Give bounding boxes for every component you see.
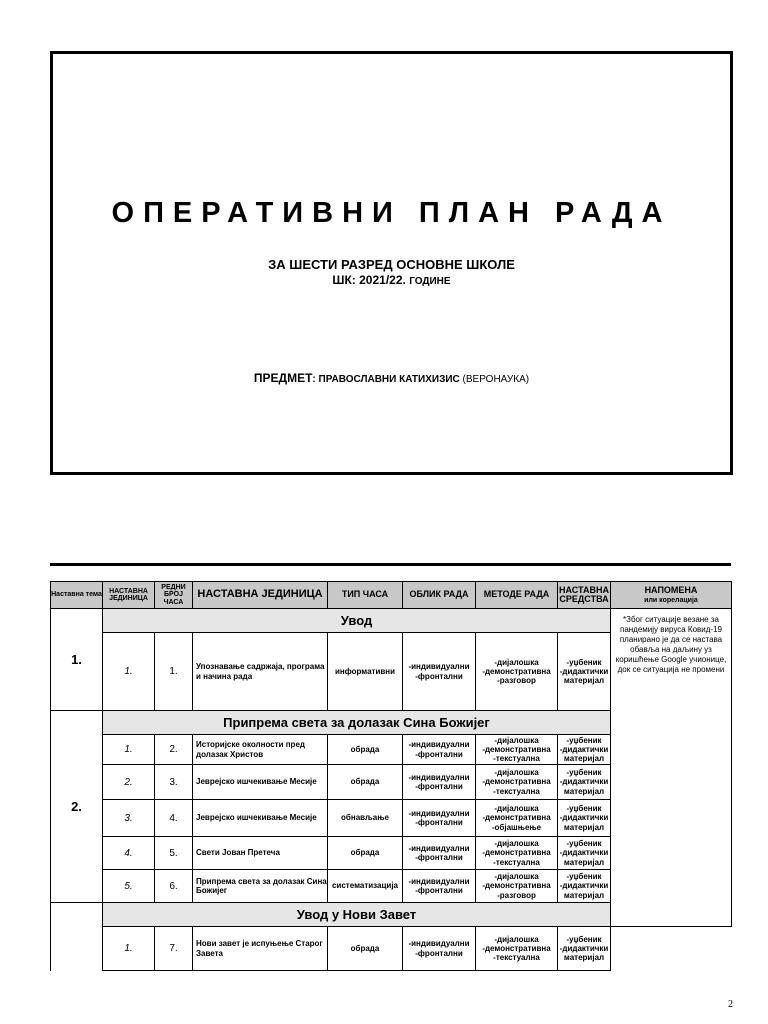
header-topic: Наставна тема xyxy=(51,582,103,609)
work-form: -индивидуални -фронтални xyxy=(403,837,476,870)
header-note-top: НАПОМЕНА xyxy=(644,584,698,595)
header-note xyxy=(611,582,732,609)
table-row xyxy=(51,927,732,971)
unit-title: Нови завет је испуњење Старог Завета xyxy=(193,927,328,971)
header-row xyxy=(51,582,732,609)
teaching-resources: -уџбеник -дидактички материјал xyxy=(558,800,611,837)
unit-number: 5. xyxy=(103,870,155,903)
teaching-resources: -уџбеник -дидактички материјал xyxy=(558,765,611,800)
teaching-methods: -дијалошка -демонстративна -разговор xyxy=(476,633,558,711)
header-unit: НАСТАВНА ЈЕДИНИЦА xyxy=(103,582,155,609)
plan-title: ОПЕРАТИВНИ ПЛАН РАДА xyxy=(111,197,672,229)
header-methods: МЕТОДЕ РАДА xyxy=(476,582,558,609)
header-ordinal: РЕДНИ БРОЈ ЧАСА xyxy=(155,582,193,609)
teaching-resources: -уџбеник -дидактички материјал xyxy=(558,870,611,903)
lesson-ordinal: 7. xyxy=(155,927,193,971)
section-row xyxy=(51,609,732,633)
lesson-ordinal: 1. xyxy=(155,633,193,711)
lesson-ordinal: 3. xyxy=(155,765,193,800)
section-title: Припрема света за долазак Сина Божијег xyxy=(103,711,611,735)
topic-number: 2. xyxy=(51,711,103,903)
teaching-resources: -уџбеник -дидактички материјал xyxy=(558,927,611,971)
teaching-methods: -дијалошка -демонстративна -текстуална xyxy=(476,837,558,870)
lesson-type: обрада xyxy=(328,927,403,971)
lesson-ordinal: 5. xyxy=(155,837,193,870)
unit-number: 2. xyxy=(103,765,155,800)
school-year-suffix: ГОДИНЕ xyxy=(409,276,451,287)
page-number: 2 xyxy=(728,999,733,1010)
work-form: -индивидуални -фронтални xyxy=(403,735,476,765)
teaching-methods: -дијалошка -демонстративна -текстуална xyxy=(476,765,558,800)
header-resources: НАСТАВНА СРЕДСТВА xyxy=(558,582,611,609)
unit-number: 1. xyxy=(103,633,155,711)
unit-title: Свети Јован Претеча xyxy=(193,837,328,870)
lesson-type: обнављање xyxy=(328,800,403,837)
teaching-methods: -дијалошка -демонстративна -текстуална xyxy=(476,927,558,971)
lesson-type: обрада xyxy=(328,765,403,800)
unit-number: 3. xyxy=(103,800,155,837)
work-form: -индивидуални -фронтални xyxy=(403,800,476,837)
work-form: -индивидуални -фронтални xyxy=(403,765,476,800)
header-unit-name: НАСТАВНА ЈЕДИНИЦА xyxy=(193,582,328,609)
lesson-ordinal: 6. xyxy=(155,870,193,903)
note-cell: *Због ситуације везане за пандемију вируса Ковид-19 планирано је да се настава обавља на даљину уз коришћење Google учионице, док се ситуација не промени xyxy=(611,609,732,927)
teaching-methods: -дијалошка -демонстративна -разговор xyxy=(476,870,558,903)
unit-title: Припрема света за долазак Сина Божијег xyxy=(193,870,328,903)
school-year-value: ШК: 2021/22. xyxy=(332,273,410,287)
teaching-resources: -уџбеник -дидактички материјал xyxy=(558,837,611,870)
lesson-ordinal: 4. xyxy=(155,800,193,837)
work-form: -индивидуални -фронтални xyxy=(403,633,476,711)
lesson-ordinal: 2. xyxy=(155,735,193,765)
work-form: -индивидуални -фронтални xyxy=(403,870,476,903)
unit-number: 1. xyxy=(103,735,155,765)
lesson-type: обрада xyxy=(328,837,403,870)
school-year xyxy=(53,273,730,287)
lesson-type: информативни xyxy=(328,633,403,711)
header-note-bottom: или корелација xyxy=(644,597,698,604)
work-form: -индивидуални -фронтални xyxy=(403,927,476,971)
operational-plan-table xyxy=(50,581,732,971)
teaching-methods: -дијалошка -демонстративна -текстуална xyxy=(476,735,558,765)
topic-number: 1. xyxy=(51,609,103,711)
subject-value: : ПРАВОСЛАВНИ КАТИХИЗИС xyxy=(312,374,463,385)
teaching-resources: -уџбеник -дидактички материјал xyxy=(558,735,611,765)
header-lesson-type: ТИП ЧАСА xyxy=(328,582,403,609)
unit-title: Јеврејско ишчекивање Месије xyxy=(193,765,328,800)
subject-label: ПРЕДМЕТ xyxy=(253,371,313,385)
grade-subtitle: ЗА ШЕСТИ РАЗРЕД ОСНОВНЕ ШКОЛЕ xyxy=(268,257,515,272)
cover-page-box xyxy=(50,51,733,475)
lesson-type: систематизација xyxy=(328,870,403,903)
unit-title: Упознавање садржаја, програма и начина рада xyxy=(193,633,328,711)
horizontal-rule xyxy=(50,563,731,566)
unit-title: Историјске околности пред долазак Христов xyxy=(193,735,328,765)
subject-paren: (ВЕРОНАУКА) xyxy=(462,374,530,385)
unit-title: Јеврејско ишчекивање Месије xyxy=(193,800,328,837)
lesson-type: обрада xyxy=(328,735,403,765)
subject-line xyxy=(53,371,730,385)
unit-number: 4. xyxy=(103,837,155,870)
header-work-form: ОБЛИК РАДА xyxy=(403,582,476,609)
section-title: Увод у Нови Завет xyxy=(103,903,611,927)
unit-number: 1. xyxy=(103,927,155,971)
teaching-resources: -уџбеник -дидактички материјал xyxy=(558,633,611,711)
section-title: Увод xyxy=(103,609,611,633)
teaching-methods: -дијалошка -демонстративна -објашњење xyxy=(476,800,558,837)
topic-number-empty xyxy=(51,903,103,971)
